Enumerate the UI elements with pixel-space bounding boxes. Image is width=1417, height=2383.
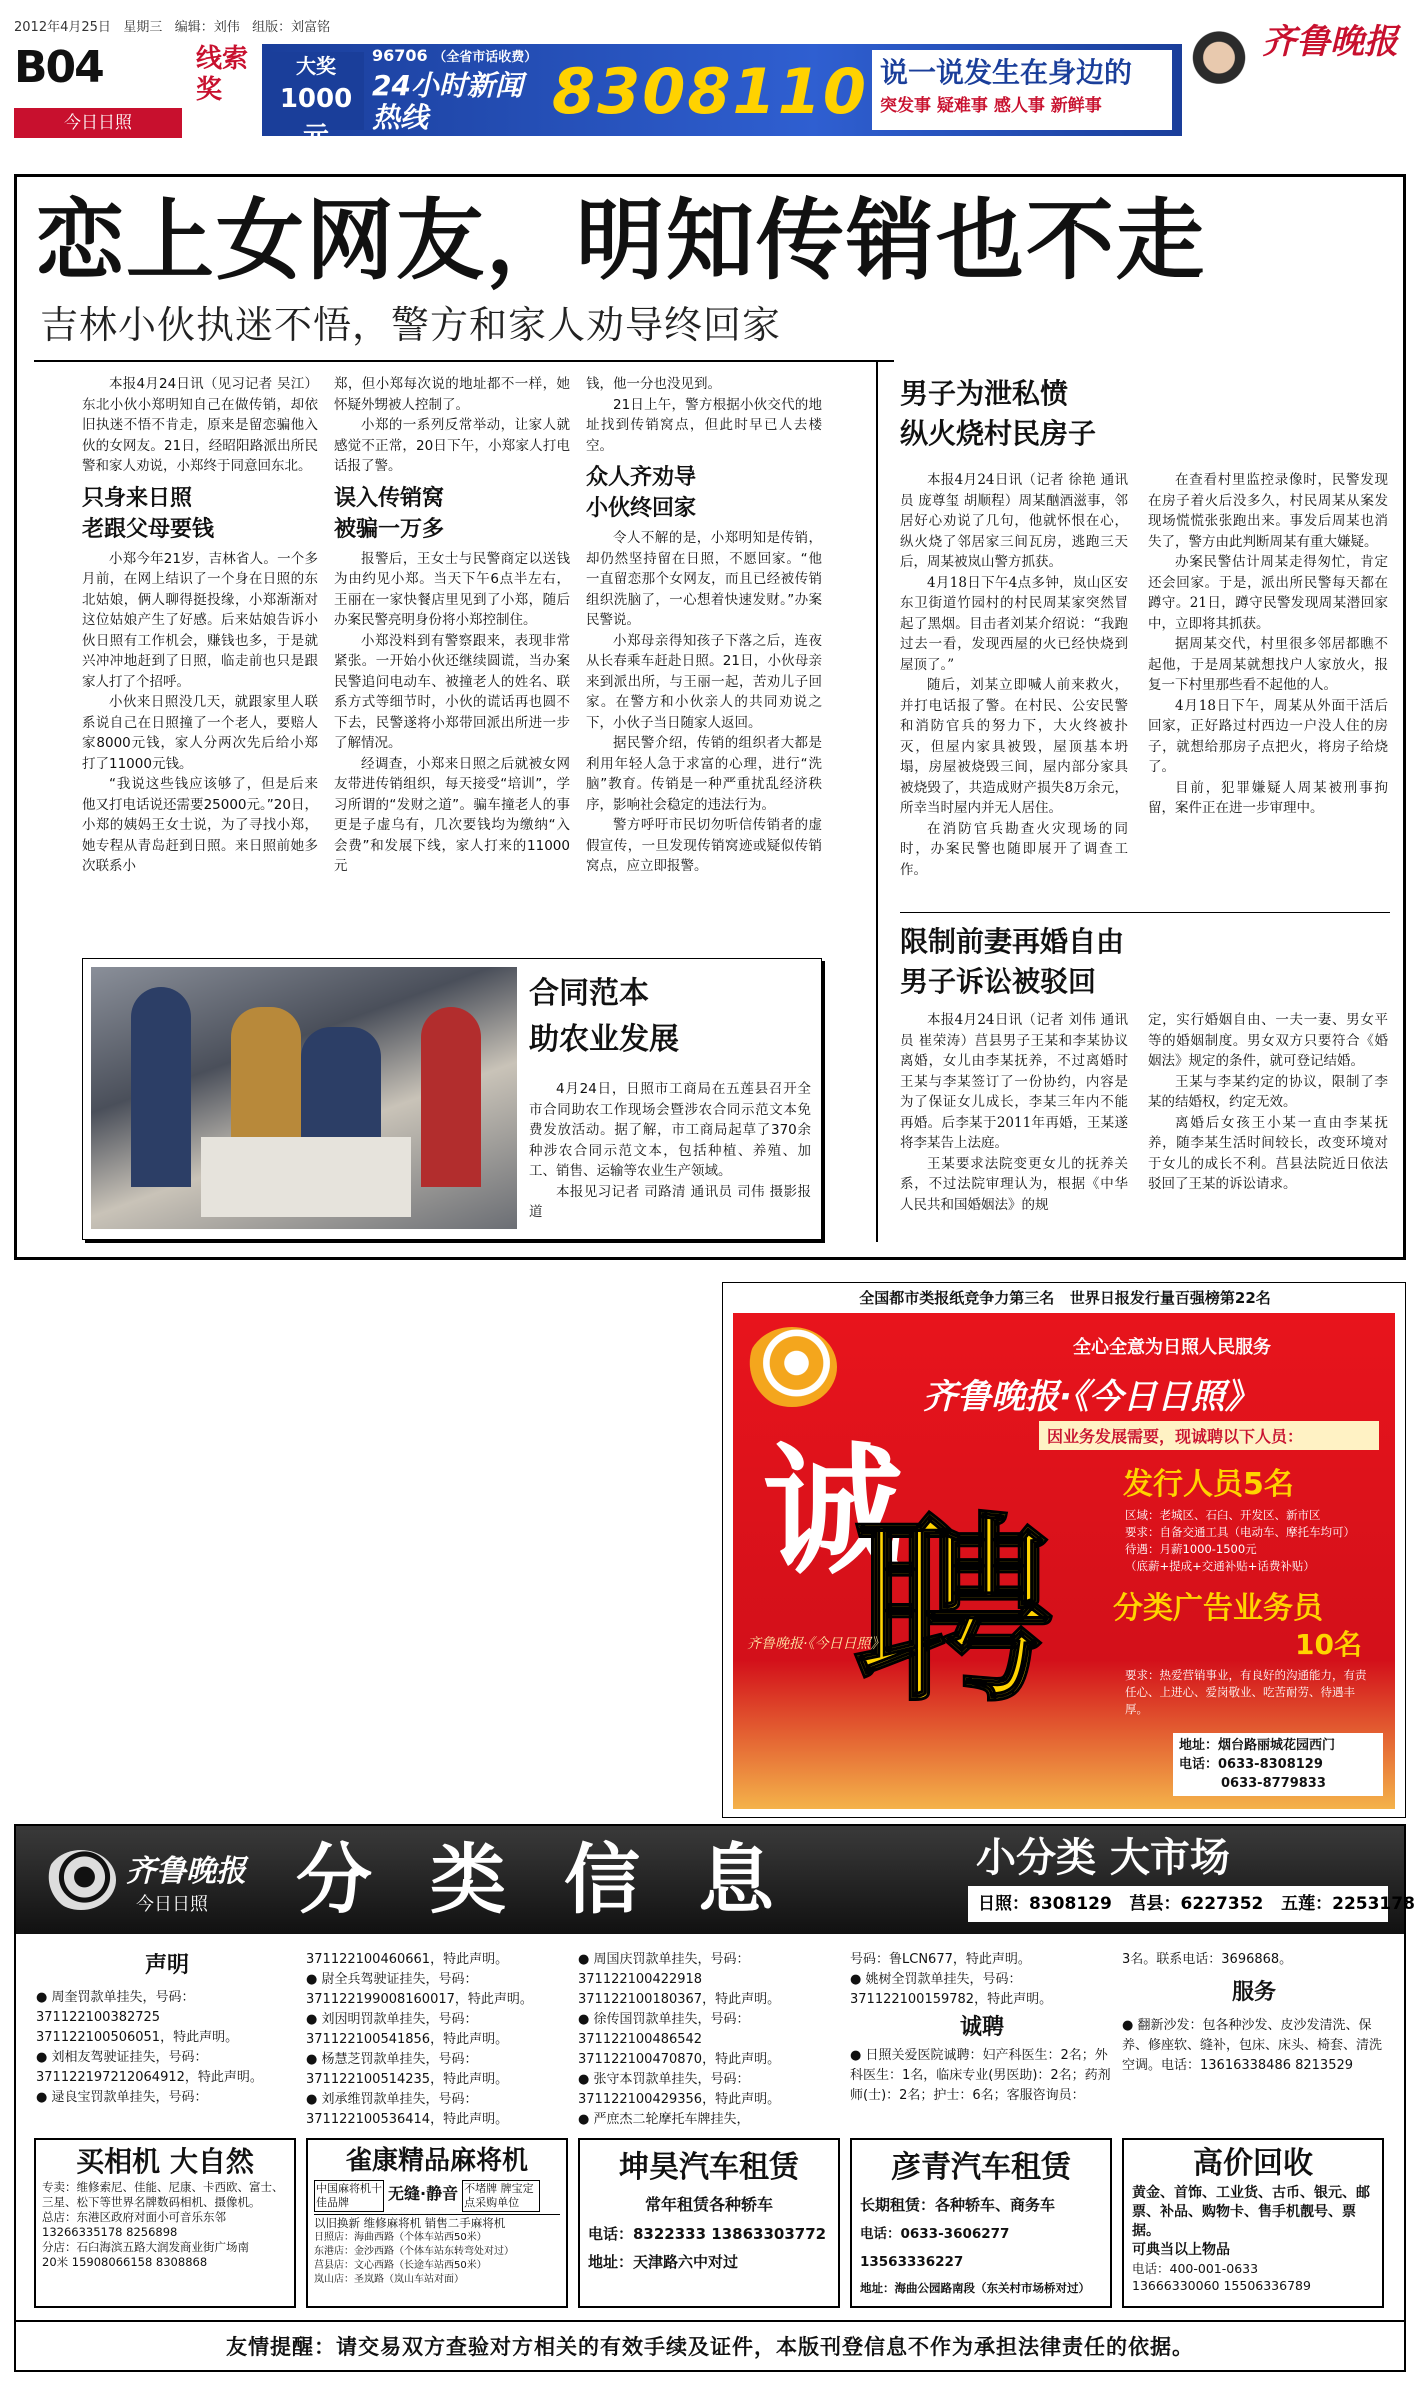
ad-line: 总店：东港区政府对面小可音乐东邻: [42, 2210, 226, 2224]
story-divider: [900, 912, 1390, 913]
paragraph: 目前，犯罪嫌疑人周某被刑事拘留，案件正在进一步审理中。: [1148, 779, 1388, 816]
job1-detail-line: 要求：自备交通工具（电动车、摩托车均可）: [1125, 1525, 1355, 1539]
photo-credit: 本报见习记者 司路清 通讯员 司伟 摄影报道: [529, 1183, 811, 1220]
section-tab: 今日日照: [14, 108, 182, 138]
lead-column-3: [586, 374, 822, 877]
classified-item: ● 刘承维罚款单挂失，号码：371122100536414，特此声明。: [306, 2092, 509, 2127]
recruit-big-char-2: 聘: [853, 1496, 1054, 1729]
story3-intro: 本报4月24日讯（记者 刘伟 通讯员 崔荣涛）莒县男子王某和李某协议离婚，女儿由李某抚养，不过离婚时王某与李某签订了一份协约，内容是为了保证女儿成长，李某三年内不能再婚。后李某于2011年再婚，王某遂将李某告上法庭。: [900, 1012, 1128, 1151]
classified-item: ● 刘相友驾驶证挂失，号码：371122197212064912，特此声明。: [36, 2050, 263, 2085]
classified-logo-icon: [46, 1850, 116, 1910]
ad-line: 常年租赁各种轿车: [644, 2195, 773, 2214]
classified-item: 371122100460661，特此声明。: [306, 1952, 509, 1967]
paragraph: 随后，刘某立即喊人前来救火，并打电话报了警。在村民、公安民警和消防官兵的努力下，大火终被扑灭，但屋内家具被毁，屋顶基本坍塌，房屋被烧毁三间，屋内部分家具被烧毁了，共造成财产损失8万余元，所幸当时屋内并无人居住。: [900, 677, 1128, 816]
masthead: [0, 0, 1417, 152]
job1-title: 发行人员5名: [1123, 1467, 1294, 1502]
classified-col-3: [578, 1950, 842, 2130]
editor: 编辑：刘伟: [174, 20, 240, 35]
column-divider: [876, 362, 878, 1242]
classified-phones: 日照：8308129 莒县：6227352 五莲：2253178: [968, 1886, 1388, 1922]
lead-column-2: [334, 374, 570, 877]
photo-caption: [529, 1079, 811, 1223]
job1-detail-line: （底薪+提成+交通补贴+话费补贴）: [1125, 1559, 1315, 1573]
lead-box-bottom: [14, 1257, 1406, 1260]
recruit-logo-icon: [747, 1327, 837, 1407]
ad-car-rental-yanqing: [850, 2138, 1112, 2308]
classified-header: [16, 1826, 1415, 1934]
ad-line: 13266335178 8256898: [42, 2225, 178, 2239]
ad-line: 长期租赁：各种轿车、商务车: [860, 2196, 1056, 2214]
paragraph: 令人不解的是，小郑明知是传销，却仍然坚持留在日照，不愿回家。“他一直留恋那个女网友，而且已经被传销组织洗脑了，一心想着快速发财。”办案民警说。: [586, 530, 822, 628]
classified-item: ● 周国庆罚款单挂失，号码：371122100422918 371122100180367，特此声明。: [578, 1952, 781, 2007]
recruit-need: 因业务发展需要，现诚聘以下人员：: [1039, 1421, 1379, 1450]
phone-short: 96706: [372, 46, 428, 65]
prize-amount: 1000元: [279, 84, 353, 152]
subhead-2: [334, 483, 570, 545]
hotline-label: 24小时新闻热线: [372, 69, 523, 134]
subhead-2-line-2: 被骗一万多: [334, 516, 445, 542]
hotline-number: 8308110: [552, 55, 868, 128]
slogan: 说一说发生在身边的: [880, 56, 1133, 89]
classified-item: ● 严庶杰二轮摩托车牌挂失，: [578, 2112, 750, 2127]
ad-line: 地址：天津路六中对过: [588, 2253, 739, 2271]
recruit-logo-small: 齐鲁晚报·《今日日照》: [747, 1636, 885, 1652]
paragraph: 21日上午，警方根据小伙交代的地址找到传销窝点，但此时早已人去楼空。: [586, 396, 822, 454]
subhead-3-line-1: 众人齐劝导: [586, 465, 697, 490]
ad-line: 黄金、首饰、工业货、古币、银元、邮票、补品、购物卡、售手机靓号、票据。: [1132, 2185, 1370, 2239]
classified-item: ● 杨慧芝罚款单挂失，号码：371122100514235，特此声明。: [306, 2052, 509, 2087]
paragraph: 报警后，王女士与民警商定以送钱为由约见小郑。当天下午6点半左右，王丽在一家快餐店里见到了小郑，随后办案民警亮明身份将小郑控制住。: [334, 550, 570, 628]
news-photo: [91, 967, 517, 1229]
recruit-contact: [1173, 1733, 1383, 1796]
story3-column-1: [900, 1010, 1128, 1215]
paragraph: 经调查，小郑来日照之后就被女网友带进传销组织，每天接受“培训”，学习所谓的“发财之道”。骗车撞老人的事更是子虚乌有，几次要钱均为缴纳“入会费”和发展下线，家人打来的11000元: [334, 755, 570, 874]
recruit-phone-1: 电话：0633-8308129: [1179, 1757, 1323, 1772]
photo-story-box: [82, 958, 822, 1240]
paragraph: 警方呼吁市民切勿听信传销者的虚假宣传，一旦发现传销窝迹或疑似传销窝点，应立即报警。: [586, 817, 822, 874]
ad-title: 坤昊汽车租赁: [619, 2150, 799, 2185]
ad-title: 买相机 大自然: [76, 2145, 254, 2178]
story2-column-1: [900, 470, 1128, 880]
subhead-3: [586, 462, 822, 524]
recruit-ad: [722, 1282, 1406, 1818]
classified-item: ● 翻新沙发：包各种沙发、皮沙发清洗、保养、修座软、缝补，包床、床头、椅套、清洗空调。电话：13616338486 8213529: [1122, 2018, 1383, 2073]
photo-headline-line-2: 助农业发展: [529, 1022, 679, 1057]
date: 2012年4月25日: [14, 20, 111, 35]
job1-details: [1125, 1507, 1355, 1575]
paragraph: 小郑没料到有警察跟来，表现非常紧张。一开始小伙还继续圆谎，当办案民警追问电动车、被撞老人的姓名、联系方式等细节时，小伙的谎话再也圆不下去，民警遂将小郑带回派出所进一步了解情况。: [334, 632, 570, 751]
paragraph: “我说这些钱应该够了，但是后来他又打电话说还需要25000元。”20日，小郑的姨妈王女士说，为了寻找小郑，她专程从青岛赶到日照。来日照前她多次联系小: [82, 776, 318, 874]
slogan-sub: 突发事 疑难事 感人事 新鲜事: [880, 96, 1102, 116]
lead-box-left: [14, 174, 17, 1260]
layout-editor: 组版：刘富铭: [252, 20, 331, 35]
job2-title: 分类广告业务员: [1113, 1591, 1323, 1626]
subhead-2-line-1: 误入传销窝: [334, 485, 445, 511]
job2-count: 10名: [1295, 1628, 1362, 1661]
paragraph: 小郑今年21岁，吉林省人。一个多月前，在网上结识了一个身在日照的东北姑娘，俩人聊得挺投缘，小郑渐渐对这位姑娘产生了好感。后来姑娘告诉小伙日照有工作机会，赚钱也多，于是就兴冲冲地赶到了日照，临走前也只是跟家人打了个招呼。: [82, 550, 318, 690]
ad-line: 13666330060 15506336789: [1132, 2278, 1311, 2293]
paragraph: 据民警介绍，传销的组织者大都是利用年轻人急于求富的心理，进行“洗脑”教育。传销是一种严重扰乱经济秩序，影响社会稳定的违法行为。: [586, 735, 822, 813]
paragraph: 小郑的一系列反常举动，让家人就感觉不正常，20日下午，小郑家人打电话报了警。: [334, 417, 570, 474]
paper-logo: 齐鲁晚报: [1262, 22, 1398, 62]
subhead-1-line-1: 只身来日照: [82, 485, 193, 511]
recruit-big-char-1: 诚: [763, 1431, 904, 1594]
classified-item: 号码：鲁LCN677，特此声明。: [850, 1952, 1031, 1967]
paragraph: 办案民警估计周某走得匆忙，肯定还会回家。于是，派出所民警每天都在蹲守。21日，蹲守民警发现周某潜回家中，立即将其抓获。: [1148, 554, 1388, 632]
lead-intro: 本报4月24日讯（见习记者 吴江） 东北小伙小郑明知自己在做传销，却依旧执迷不悟不肯走，原来是留恋骗他入伙的女网友。21日，经昭阳路派出所民警和家人劝说，小郑终于同意回东北。: [82, 376, 318, 474]
subhead-3-line-2: 小伙终回家: [586, 496, 697, 521]
paragraph: 据周某交代，村里很多邻居都瞧不起他，于是周某就想找户人家放火，报复一下村里那些看不起他的人。: [1148, 636, 1388, 693]
job1-detail-line: 区域：老城区、石臼、开发区、新市区: [1125, 1508, 1321, 1522]
recruit-title: 齐鲁晚报·《今日日照》: [923, 1377, 1259, 1417]
photo-headline-line-1: 合同范本: [529, 976, 649, 1011]
ad-mahjong: [306, 2138, 568, 2308]
clue-award: 线索奖: [196, 44, 249, 105]
recruit-top-note: 全国都市类报纸竞争力第三名 世界日报发行量百强榜第22名: [859, 1289, 1271, 1307]
classified-slogan: 小分类 大市场: [976, 1835, 1230, 1881]
recruit-body: [733, 1313, 1395, 1809]
ad-line: 日照店：海曲西路（个体车站西50米）: [314, 2232, 487, 2243]
ad-line: 东港店：金沙西路（个体车站东转弯处对过）: [314, 2246, 514, 2257]
classified-footer: [16, 2320, 1404, 2370]
job2-details: 要求：热爱营销事业，有良好的沟通能力，有责任心、上进心、爱岗敬业、吃苦耐劳、待遇丰厚。: [1125, 1668, 1367, 1716]
classified-item: ● 周奎罚款单挂失，号码：371122100382725 371122100506051，特此声明。: [36, 1990, 239, 2045]
classified-section: [14, 1824, 1415, 2372]
page-number: B04: [14, 42, 103, 93]
paragraph: 4月18日下午4点多钟，岚山区安东卫街道竹园村的村民周某家突然冒起了黑烟。目击者刘某介绍说：“我跑过去一看，发现西屋的火已经快烧到屋顶了。”: [900, 574, 1128, 673]
classified-col-4: [850, 1950, 1114, 2106]
paragraph: 小伙来日照没几天，就跟家里人联系说自己在日照撞了一个老人，要赔人家8000元钱，家人分两次先后给小郑打了11000元钱。: [82, 694, 318, 772]
story2-headline-line-1: 男子为泄私愤: [900, 377, 1069, 410]
story3-headline-line-1: 限制前妻再婚自由: [900, 925, 1125, 958]
ad-title: 高价回收: [1193, 2146, 1313, 2181]
weekday: 星期三: [123, 20, 163, 35]
lead-subhead: 吉林小伙执迷不悟，警方和家人劝导终回家: [40, 303, 782, 347]
ad-title: 雀康精品麻将机: [345, 2146, 528, 2176]
ad-line: 莒县店：文心西路（长途车站西50米）: [314, 2260, 487, 2271]
lead-top-rule: [14, 174, 1406, 177]
classified-item: ● 刘因明罚款单挂失，号码：371122100541856，特此声明。: [306, 2012, 509, 2047]
story3-column-2: [1148, 1010, 1388, 1195]
ad-line: 无缝·静音: [388, 2184, 459, 2203]
ad-line: 电话：0633-3606277 13563336227: [860, 2226, 1010, 2270]
classified-item: ● 徐传国罚款单挂失，号码：371122100486542 371122100470870，特此声明。: [578, 2012, 781, 2067]
classified-item: ● 张守本罚款单挂失，号码：371122100429356，特此声明。: [578, 2072, 781, 2107]
classified-col-2: [306, 1950, 570, 2130]
lead-headline: 恋上女网友，明知传销也不走: [36, 189, 1207, 292]
ad-line: 电话：8322333 13863303772: [588, 2225, 827, 2243]
paragraph: 4月18日下午，周某从外面干活后回家，正好路过村西边一户没人住的房子，就想给那房子点把火，将房子给烧了。: [1148, 697, 1388, 775]
classified-col-5: [1122, 1950, 1386, 2076]
paragraph: 钱，他一分也没见到。: [586, 376, 721, 392]
lead-column-1: [82, 374, 318, 877]
story3-headline-line-2: 男子诉讼被驳回: [900, 965, 1097, 998]
classified-item: ● 逯良宝罚款单挂失，号码：: [36, 2090, 208, 2105]
ad-line: 以旧换新 维修麻将机 销售二手麻将机: [314, 2214, 560, 2231]
ad-title: 彦青汽车租赁: [891, 2150, 1071, 2185]
paragraph: 王某与李某约定的协议，限制了李某的结婚权，约定无效。: [1148, 1073, 1388, 1110]
ad-car-rental-kunhao: [578, 2138, 840, 2308]
job1-detail-line: 待遇：月薪1000-1500元: [1125, 1542, 1257, 1556]
category-statement: 声明: [144, 1953, 189, 1978]
photo-story-headline: [529, 971, 679, 1063]
story2-headline: [900, 374, 1096, 454]
paragraph: 小郑母亲得知孩子下落之后，连夜从长春乘车赶赴日照。21日，小伙母亲来到派出所，与王丽一起，苦劝儿子回家。在警方和小伙亲人的共同劝说之下，小伙子当日随家人返回。: [586, 632, 822, 731]
subhead-1-line-2: 老跟父母要钱: [82, 516, 215, 542]
ad-line: 中国麻将机十佳品牌: [314, 2180, 384, 2212]
classified-logo: 齐鲁晚报: [126, 1854, 246, 1889]
paragraph: 王某要求法院变更女儿的抚养关系，不过法院审理认为，根据《中华人民共和国婚姻法》的规: [900, 1155, 1128, 1213]
recruit-address: 地址：烟台路丽城花园西门: [1179, 1738, 1336, 1753]
classified-col-1: [36, 1944, 298, 2108]
story2-headline-line-2: 纵火烧村民房子: [900, 417, 1097, 450]
classified-logo-sub: 今日日照: [136, 1894, 208, 1915]
classified-title: 分类信息: [296, 1835, 832, 1924]
recruit-phone-2: 0633-8779833: [1221, 1776, 1326, 1791]
photo-caption-body: 4月24日，日照市工商局在五莲县召开全市合同助农工作现场会暨涉农合同示范文本免费发放活动。据了解，市工商局起草了370余种涉农合同示范文本，包括种植、养殖、加工、销售、运输等农业生产领域。: [529, 1081, 811, 1179]
ad-camera: [34, 2138, 296, 2308]
paragraph: 在消防官兵勘查火灾现场的同时，办案民警也随即展开了调查工作。: [900, 820, 1128, 878]
dateline: [14, 16, 330, 35]
story2-intro: 本报4月24日讯（记者 徐艳 通讯员 庞尊玺 胡顺程）周某酗酒滋事，邻居好心劝说了几句，他就怀恨在心，纵火烧了邻居家三间瓦房，逃跑三天后，周某被岚山警方抓获。: [900, 472, 1128, 570]
recruit-serve: 全心全意为日照人民服务: [1073, 1337, 1271, 1358]
phone-short-note: （全省市话收费）: [433, 50, 538, 65]
ad-line: 岚山店：圣岚路（岚山车站对面）: [314, 2274, 464, 2285]
reporter-photo: [1184, 24, 1254, 136]
subhead-1: [82, 483, 318, 545]
lead-rule: [34, 360, 894, 362]
ad-line: 分店：石臼海滨五路大润发商业街广场南: [42, 2240, 249, 2254]
ad-recycling: [1122, 2138, 1384, 2308]
footer-notice: 友情提醒：请交易双方查验对方相关的有效手续及证件，本版刊登信息不作为承担法律责任的依据。: [226, 2335, 1194, 2359]
ad-line: 可典当以上物品: [1132, 2242, 1230, 2258]
prize-label: 大奖: [296, 54, 336, 78]
category-service: 服务: [1231, 1980, 1276, 2005]
ad-line: 专卖：维修索尼、佳能、尼康、卡西欧、富士、三星、松下等世界名牌数码相机、摄像机。: [42, 2180, 284, 2209]
paragraph: 郑，但小郑每次说的地址都不一样，她怀疑外甥被人控制了。: [334, 376, 570, 413]
story3-headline: [900, 922, 1124, 1002]
ad-line: 不堵牌 牌宝定点采购单位: [462, 2180, 540, 2212]
story2-column-2: [1148, 470, 1388, 819]
ad-line: 电话：400-001-0633: [1132, 2261, 1259, 2276]
paragraph: 在查看村里监控录像时，民警发现在房子着火后没多久，村民周某从案发现场慌慌张张跑出来。事发后周某也消失了，警方由此判断周某有重大嫌疑。: [1148, 472, 1388, 550]
paragraph: 定，实行婚姻自由、一夫一妻、男女平等的婚姻制度。男女双方只要符合《婚姻法》规定的条件，就可登记结婚。: [1148, 1012, 1388, 1069]
category-recruit: 诚聘: [959, 2015, 1004, 2040]
classified-item: ● 尉全兵驾驶证挂失，号码：371122199008160017，特此声明。: [306, 1972, 533, 2007]
paragraph: 离婚后女孩王小某一直由李某抚养，随李某生活时间较长，改变环境对于女儿的成长不利。莒县法院近日依法驳回了王某的诉讼请求。: [1148, 1114, 1388, 1192]
classified-item: 3名。联系电话：3696868。: [1122, 1952, 1293, 1967]
classified-item: ● 日照关爱医院诚聘：妇产科医生：2名；外科医生：1名，临床专业(男医助)：2名；药剂师(士)：2名；护士：6名；客服咨询员：: [850, 2048, 1111, 2103]
ad-line: 地址：海曲公园路南段（东关村市场桥对过）: [860, 2281, 1090, 2295]
ad-line: 20米 15908066158 8308868: [42, 2255, 208, 2269]
lead-box-right: [1403, 174, 1406, 1260]
classified-item: ● 姚树全罚款单挂失，号码：371122100159782，特此声明。: [850, 1972, 1053, 2007]
hotline-banner: [262, 44, 1182, 152]
